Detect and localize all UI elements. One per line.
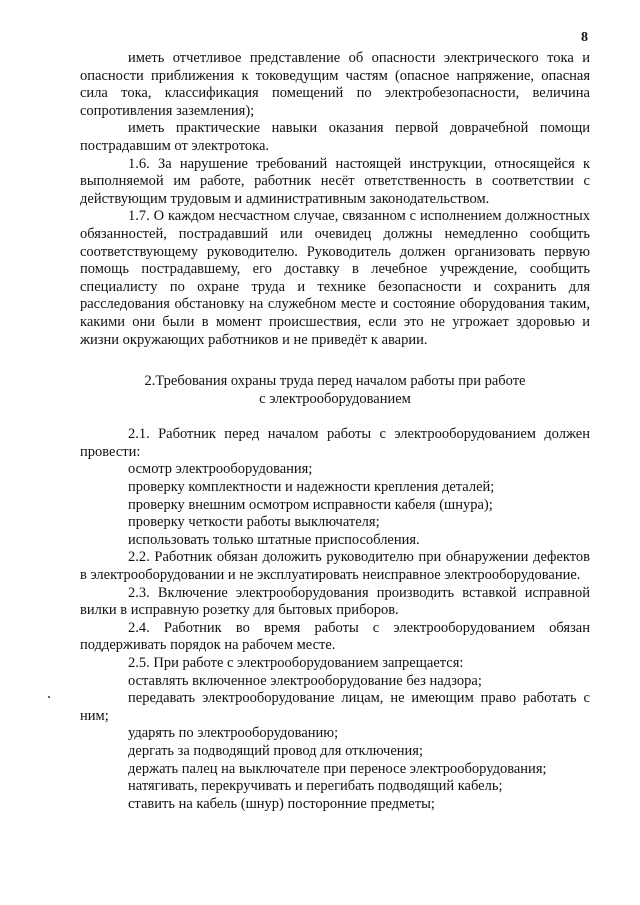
list-item: проверку четкости работы выключателя; bbox=[128, 514, 380, 531]
paragraph: 2.1. Работник перед началом работы с электрооборудованием должен провести: bbox=[80, 426, 590, 460]
list-item: ударять по электрооборудованию; bbox=[128, 725, 339, 742]
list-item: проверку внешним осмотром исправности кабеля (шнура); bbox=[128, 496, 493, 513]
list-item: использовать только штатные приспособления. bbox=[128, 531, 420, 548]
page-number: 8 bbox=[581, 30, 588, 45]
list-item: ставить на кабель (шнур) посторонние предметы; bbox=[128, 795, 435, 812]
scan-speck bbox=[48, 696, 50, 698]
paragraph: 1.7. О каждом несчастном случае, связанном с исполнением должностных обязанностей, пострадавший или очевидец должны немедленно сообщить соответствующему руководителю. Руководитель должен организовать первую помощь пострадавшему, его доставку в лечебное учреждение, сообщить специалисту по охране труда и технике безопасности и сохранить для расследования обстановку на служебном месте и состояние оборудования таким, какими они были в момент происшествия, если это не угрожает здоровью и жизни окружающих работников и не приведёт к аварии. bbox=[80, 208, 590, 348]
paragraph: иметь отчетливое представление об опасности электрического тока и опасности приближения к токоведущим частям (опасное напряжение, опасная сила тока, классификация помещений по электробезопасности, величина сопротивления заземления); bbox=[80, 50, 590, 119]
list-item: осмотр электрооборудования; bbox=[128, 461, 313, 478]
list-item: натягивать, перекручивать и перегибать подводящий кабель; bbox=[128, 778, 503, 795]
section-heading bbox=[80, 373, 590, 408]
list-item: проверку комплектности и надежности крепления деталей; bbox=[128, 479, 495, 496]
paragraph: 2.4. Работник во время работы с электрооборудованием обязан поддерживать порядок на рабочем месте. bbox=[80, 619, 590, 654]
list-item: передавать электрооборудование лицам, не имеющим право работать с ним; bbox=[80, 690, 590, 724]
list-item: дергать за подводящий провод для отключения; bbox=[128, 742, 423, 759]
list-item: держать палец на выключателе при переносе электрооборудования; bbox=[128, 760, 547, 777]
paragraph: 2.5. При работе с электрооборудованием запрещается: bbox=[128, 655, 464, 671]
section-heading-line: 2.Требования охраны труда перед началом работы при работе bbox=[144, 373, 526, 390]
list-item: оставлять включенное электрооборудование без надзора; bbox=[128, 672, 482, 689]
paragraph: 2.3. Включение электрооборудования производить вставкой исправной вилки в исправную розетку для бытовых приборов. bbox=[80, 584, 590, 619]
section-heading-line: с электрооборудованием bbox=[259, 390, 411, 407]
paragraph: 1.6. За нарушение требований настоящей инструкции, относящейся к выполняемой им работе, работник несёт ответственность в соответствии с действующим трудовым и административным законодательством. bbox=[80, 155, 590, 207]
paragraph: иметь практические навыки оказания первой доврачебной помощи пострадавшим от электротока. bbox=[80, 120, 590, 154]
paragraph: 2.2. Работник обязан доложить руководителю при обнаружении дефектов в электрооборудовании и не эксплуатировать неисправное электрооборудование. bbox=[80, 549, 590, 584]
page-content bbox=[80, 50, 590, 813]
